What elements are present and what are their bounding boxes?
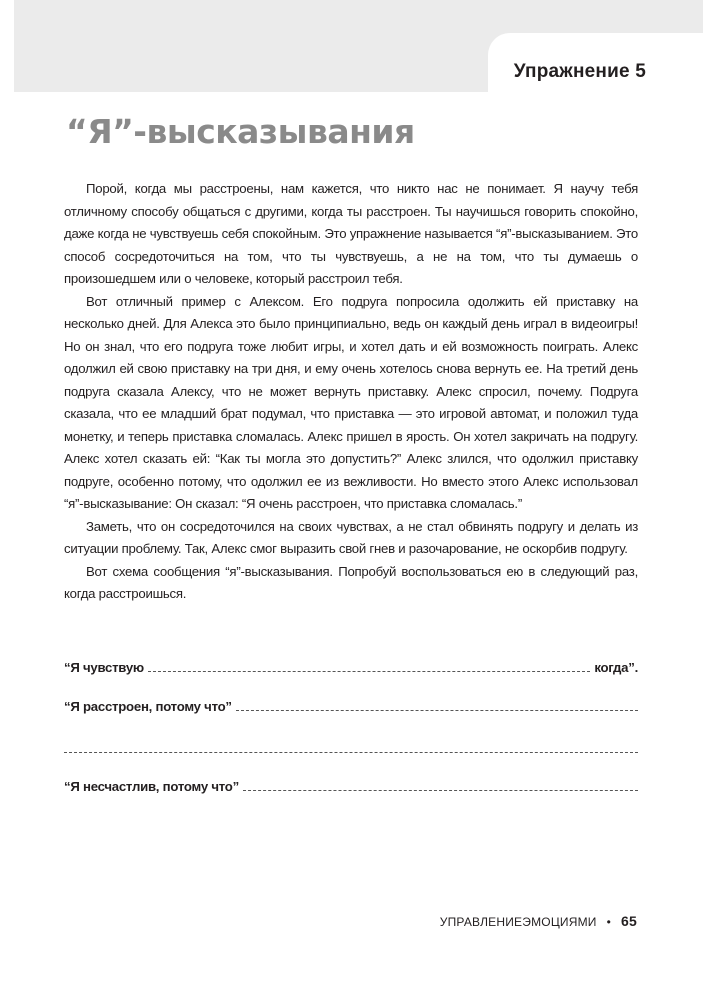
paragraph-scheme: Вот схема сообщения “я”-высказывания. Попробуй воспользоваться ею в следующий раз, когда расстроишься. [64, 563, 638, 601]
fill-blank-upset[interactable] [236, 699, 638, 711]
body-text [64, 178, 638, 606]
fill-line-feel-end: когда”. [594, 660, 638, 675]
fill-line-feel [64, 660, 638, 675]
paragraph-example: Вот отличный пример с Алексом. Его подруга попросила одолжить ей приставку на несколько дней. Для Алекса это было принципиально, ведь он каждый день играл в видеоигры! Но он знал, что его подруга тоже любит игры, и хотел дать и ей возможность поиграть. Алекс одолжил ей свою приставку на три дня, и ему очень хотелось снова вернуть ее. На третий день подруга сказала Алексу, что не может вернуть приставку. Алекс спросил, почему. Подруга сказала, что ее младший брат подумал, что приставка — это игровой автомат, и положил туда монетку, и теперь приставка сломалась. Алекс пришел в ярость. Он хотел закричать на подругу. Алекс хотел сказать ей: “Как ты могла это допустить?” Алекс злился, что одолжил приставку подруге, особенно потому, что одолжил ее из вежливости. Но вместо этого Алекс использовал “я”-высказывание: Он сказал: “Я очень расстроен, что приставка сломалась.” [64, 293, 638, 511]
fill-line-upset [64, 699, 638, 714]
fill-line-upset-start: “Я расстроен, потому что” [64, 699, 232, 714]
fill-line-unhappy [64, 779, 638, 794]
page-footer [440, 913, 637, 929]
exercise-label: Упражнение 5 [513, 61, 646, 82]
footer-bullet: • [606, 915, 612, 929]
fill-blank-upset-continued[interactable] [64, 752, 638, 753]
footer-section: УПРАВЛЕНИЕЭМОЦИЯМИ [439, 915, 597, 929]
fill-line-unhappy-start: “Я несчастлив, потому что” [64, 779, 239, 794]
fill-line-feel-start: “Я чувствую [64, 660, 144, 675]
fill-blank-feel[interactable] [148, 660, 590, 672]
paragraph-notice: Заметь, что он сосредоточился на своих чувствах, а не стал обвинять подругу и делать из ситуации проблему. Так, Алекс смог выразить свой гнев и разочарование, не оскорбив подругу. [64, 518, 638, 556]
page-number: 65 [621, 913, 637, 929]
page-title: “Я”-высказывания [66, 112, 415, 151]
fill-blank-unhappy[interactable] [243, 779, 638, 791]
paragraph-intro: Порой, когда мы расстроены, нам кажется, что никто нас не понимает. Я научу тебя отличному способу общаться с другими, когда ты расстроен. Ты научишься говорить спокойно, даже когда не чувствуешь себя спокойным. Это упражнение называется “я”-высказыванием. Это способ сосредоточиться на том, что ты чувствуешь, а не на том, что ты думаешь о произошедшем или о человеке, который расстроил тебя. [64, 181, 638, 286]
